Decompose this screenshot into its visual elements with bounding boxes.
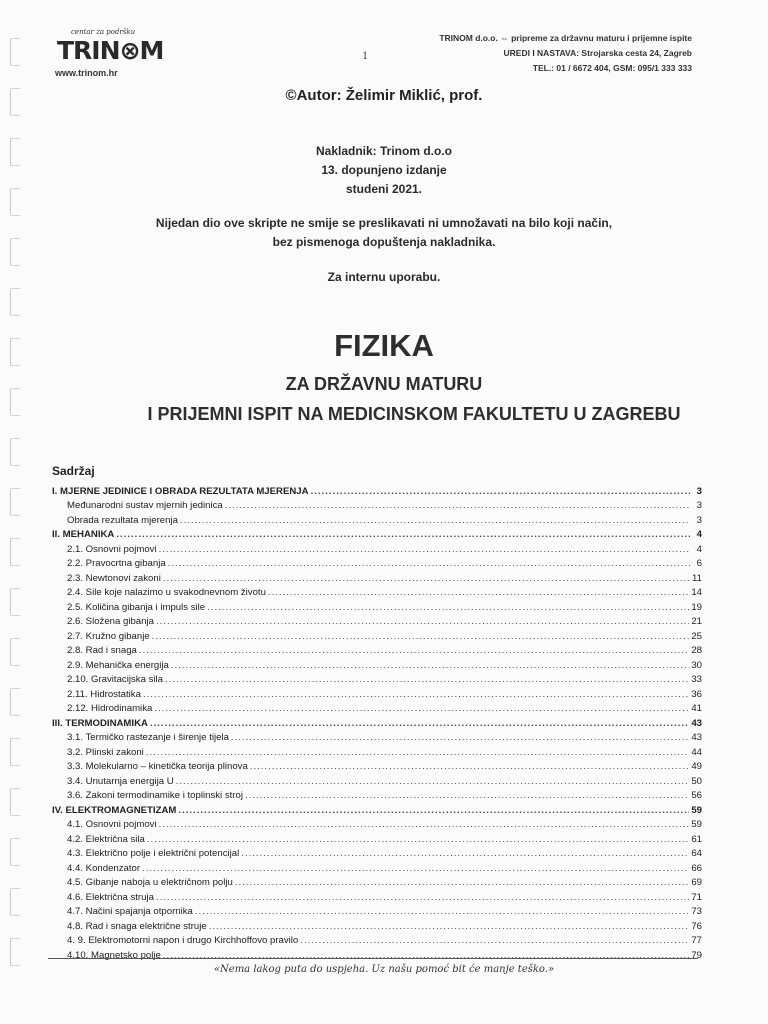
toc-entry-page: 3 (696, 514, 702, 526)
toc-entry-label: 2.6. Složena gibanja (67, 616, 154, 627)
toc-leader-dots (300, 935, 689, 946)
toc-entry[interactable] (52, 555, 702, 570)
toc-entry-page: 49 (691, 761, 702, 772)
toc-entry-label: 2.12. Hidrodinamika (67, 703, 153, 714)
footer-motto: «Nema lakog puta do uspjeha. Uz našu pomoć bit će manje teško.» (213, 964, 555, 975)
toc-leader-dots (225, 500, 690, 511)
header-line-2: UREDI I NASTAVA: Strojarska cesta 24, Zagreb (503, 48, 692, 58)
toc-entry[interactable] (52, 729, 702, 744)
toc-entry-page: 43 (691, 732, 702, 743)
notice-line-1: Nijedan dio ove skripte ne smije se preslikavati ni umnožavati na bilo koji način, (155, 216, 613, 230)
binder-ring (10, 888, 20, 916)
toc-entry-label: 2.9. Mehanička energija (67, 659, 169, 671)
binder-ring (10, 288, 20, 316)
binder-ring (10, 638, 20, 666)
toc-leader-dots (195, 906, 689, 917)
toc-entry[interactable] (52, 511, 702, 526)
toc-entry-label: 2.1. Osnovni pojmovi (67, 543, 157, 555)
toc-section[interactable] (52, 801, 702, 816)
toc-leader-dots (139, 645, 689, 656)
toc-leader-dots (209, 921, 690, 932)
copyright-notice (0, 214, 768, 252)
toc-entry[interactable] (52, 598, 702, 613)
toc-leader-dots (178, 805, 689, 816)
toc-entry[interactable] (52, 700, 702, 715)
toc-entry[interactable] (52, 627, 702, 642)
binder-ring (10, 838, 20, 866)
binder-ring (10, 538, 20, 566)
toc-leader-dots (241, 848, 689, 859)
toc-entry-page: 4 (696, 543, 702, 555)
toc-entry-label: 2.4. Sile koje nalazimo u svakodnevnom životu (67, 587, 266, 598)
binder-ring (10, 438, 20, 466)
toc-entry[interactable] (52, 932, 702, 947)
toc-entry-page: 79 (691, 949, 702, 961)
toc-leader-dots (231, 732, 689, 743)
toc-entry-page: 61 (691, 833, 702, 845)
toc-leader-dots (152, 631, 690, 642)
publisher-line: Nakladnik: Trinom d.o.o (315, 144, 452, 158)
toc-entry-label: 4.1. Osnovni pojmovi (67, 819, 157, 830)
toc-leader-dots (146, 747, 690, 758)
toc-leader-dots (163, 573, 690, 584)
toc-entry-label: 4.5. Gibanje naboja u električnom polju (67, 877, 233, 888)
logo-tagline: centar za podršku (71, 28, 136, 36)
toc-section[interactable] (52, 482, 702, 497)
toc-entry-page: 59 (691, 804, 702, 816)
toc-entry-label: 4.10. Magnetsko polje (67, 949, 161, 961)
edition-line: 13. dopunjeno izdanje (321, 163, 447, 177)
toc-entry[interactable] (52, 917, 702, 932)
toc-entry[interactable] (52, 685, 702, 700)
toc-entry-page: 77 (691, 935, 702, 946)
toc-leader-dots (268, 587, 689, 598)
toc-entry-page: 41 (691, 703, 702, 714)
header-line-1: TRINOM d.o.o. ⇔ pripreme za državnu maturu i prijemne ispite (439, 33, 692, 43)
publisher-block (0, 142, 768, 199)
toc-entry[interactable] (52, 540, 702, 555)
trinom-logo (45, 28, 164, 80)
toc-leader-dots (311, 486, 690, 497)
toc-leader-dots (168, 558, 690, 569)
toc-entry[interactable] (52, 642, 702, 657)
internal-use-note: Za internu uporabu. (327, 270, 441, 284)
date-line: studeni 2021. (345, 182, 423, 196)
footer-divider (48, 958, 698, 959)
toc-entry-page: 21 (691, 616, 702, 627)
toc-entry-page: 66 (691, 862, 702, 874)
toc-entry[interactable] (52, 569, 702, 584)
toc-entry-label: 4. 9. Elektromotorni napon i drugo Kirchhoffovo pravilo (67, 935, 299, 946)
toc-entry-page: 33 (691, 674, 702, 685)
toc-entry[interactable] (52, 816, 702, 831)
toc-entry-label: 4.7. Načini spajanja otpornika (67, 906, 193, 917)
toc-entry[interactable] (52, 888, 702, 903)
toc-entry-label: 3.6. Zakoni termodinamike i toplinski stroj (67, 790, 243, 801)
toc-entry[interactable] (52, 874, 702, 889)
toc-leader-dots (245, 790, 689, 801)
logo-url: www.trinom.hr (55, 68, 118, 78)
toc-leader-dots (142, 863, 689, 874)
toc-entry[interactable] (52, 743, 702, 758)
toc-entry-page: 71 (691, 891, 702, 903)
toc-entry-label: 2.8. Rad i snaga (67, 645, 137, 656)
toc-entry-label: 3.3. Molekularno – kinetička teorija plinova (67, 761, 248, 772)
toc-leader-dots (159, 819, 690, 830)
toc-entry-label: I. MJERNE JEDINICE I OBRADA REZULTATA MJERENJA (52, 485, 309, 497)
toc-leader-dots (147, 834, 689, 845)
toc-entry[interactable] (52, 671, 702, 686)
toc-leader-dots (250, 761, 690, 772)
toc-entry[interactable] (52, 830, 702, 845)
toc-entry-label: III. TERMODINAMIKA (52, 717, 148, 729)
table-of-contents (52, 482, 702, 961)
toc-entry-page: 73 (691, 906, 702, 917)
toc-leader-dots (180, 515, 690, 526)
document-subtitle-1: ZA DRŽAVNU MATURU (285, 374, 483, 394)
toc-entry-page: 4 (696, 529, 702, 540)
toc-leader-dots (150, 718, 689, 729)
toc-leader-dots (116, 529, 690, 540)
toc-leader-dots (159, 544, 690, 555)
toc-leader-dots (154, 703, 689, 714)
binder-ring (10, 688, 20, 716)
toc-leader-dots (143, 689, 689, 700)
toc-entry-label: 4.4. Kondenzator (67, 862, 141, 874)
toc-entry-page: 3 (696, 500, 702, 511)
toc-entry-page: 36 (691, 688, 702, 700)
notice-line-2: bez pismenoga dopuštenja nakladnika. (272, 235, 496, 249)
binder-ring (10, 488, 20, 516)
toc-entry-page: 3 (696, 485, 702, 497)
toc-leader-dots (235, 877, 689, 888)
toc-entry-label: IV. ELEKTROMAGNETIZAM (52, 804, 177, 816)
toc-entry-page: 25 (691, 630, 702, 642)
toc-entry-page: 30 (691, 659, 702, 671)
page-number: 1 (362, 48, 368, 62)
toc-entry-page: 44 (691, 746, 702, 758)
toc-section[interactable] (52, 714, 702, 729)
toc-entry-page: 59 (691, 819, 702, 830)
toc-entry-label: 3.1. Termičko rastezanje i širenje tijela (67, 732, 229, 743)
toc-leader-dots (156, 616, 689, 627)
toc-entry-page: 6 (696, 558, 702, 569)
toc-heading: Sadržaj (52, 464, 95, 478)
toc-entry-label: 2.5. Količina gibanja i impuls sile (67, 601, 206, 613)
toc-entry-page: 19 (691, 601, 702, 613)
toc-entry-label: 2.7. Kružno gibanje (67, 630, 150, 642)
toc-entry-page: 69 (691, 877, 702, 888)
toc-entry-label: 4.3. Električno polje i električni potencijal (67, 848, 240, 859)
toc-entry-page: 28 (691, 645, 702, 656)
toc-entry-label: 2.3. Newtonovi zakoni (67, 572, 161, 584)
toc-leader-dots (171, 660, 689, 671)
logo-name: TRIN⊗M (57, 36, 164, 65)
toc-entry-label: II. MEHANIKA (52, 529, 115, 540)
toc-entry[interactable] (52, 903, 702, 918)
binder-ring (10, 38, 20, 66)
toc-entry[interactable] (52, 584, 702, 599)
toc-entry[interactable] (52, 859, 702, 874)
toc-entry[interactable] (52, 772, 702, 787)
toc-entry-label: Obrada rezultata mjerenja (67, 514, 178, 526)
binder-ring (10, 938, 20, 966)
toc-entry-page: 43 (691, 717, 702, 729)
toc-entry-label: 3.4. Unutarnja energija U (67, 775, 174, 787)
toc-entry[interactable] (52, 613, 702, 628)
toc-leader-dots (176, 776, 690, 787)
toc-entry-label: 2.2. Pravocrtna gibanja (67, 558, 166, 569)
toc-entry-page: 11 (692, 572, 702, 584)
toc-entry[interactable] (52, 758, 702, 773)
toc-leader-dots (207, 602, 689, 613)
toc-entry-page: 64 (691, 848, 702, 859)
toc-entry-label: 4.2. Električna sila (67, 833, 145, 845)
document-subtitle-2: I PRIJEMNI ISPIT NA MEDICINSKOM FAKULTETU U ZAGREBU (147, 404, 681, 424)
toc-entry-page: 76 (691, 920, 702, 932)
toc-entry[interactable] (52, 787, 702, 802)
binder-ring (10, 588, 20, 616)
toc-entry-page: 50 (691, 775, 702, 787)
toc-entry-page: 56 (691, 790, 702, 801)
toc-entry-label: 4.6. Električna struja (67, 891, 154, 903)
toc-entry-label: 3.2. Plinski zakoni (67, 746, 144, 758)
toc-entry-label: 2.11. Hidrostatika (67, 688, 141, 700)
toc-entry-label: 2.10. Gravitacijska sila (67, 674, 163, 685)
toc-entry-label: Međunarodni sustav mjernih jedinica (67, 500, 223, 511)
toc-entry[interactable] (52, 497, 702, 512)
toc-section[interactable] (52, 526, 702, 541)
author: ©Autor: Želimir Miklić, prof. (285, 87, 483, 104)
toc-entry-page: 14 (691, 587, 702, 598)
binder-ring (10, 788, 20, 816)
toc-leader-dots (156, 892, 689, 903)
document-title: FIZIKA (334, 328, 434, 363)
header-line-3: TEL.: 01 / 6672 404, GSM: 095/1 333 333 (532, 63, 692, 73)
toc-entry[interactable] (52, 845, 702, 860)
toc-entry[interactable] (52, 656, 702, 671)
toc-leader-dots (165, 674, 689, 685)
toc-entry-label: 4.8. Rad i snaga električne struje (67, 920, 207, 932)
binder-ring (10, 738, 20, 766)
